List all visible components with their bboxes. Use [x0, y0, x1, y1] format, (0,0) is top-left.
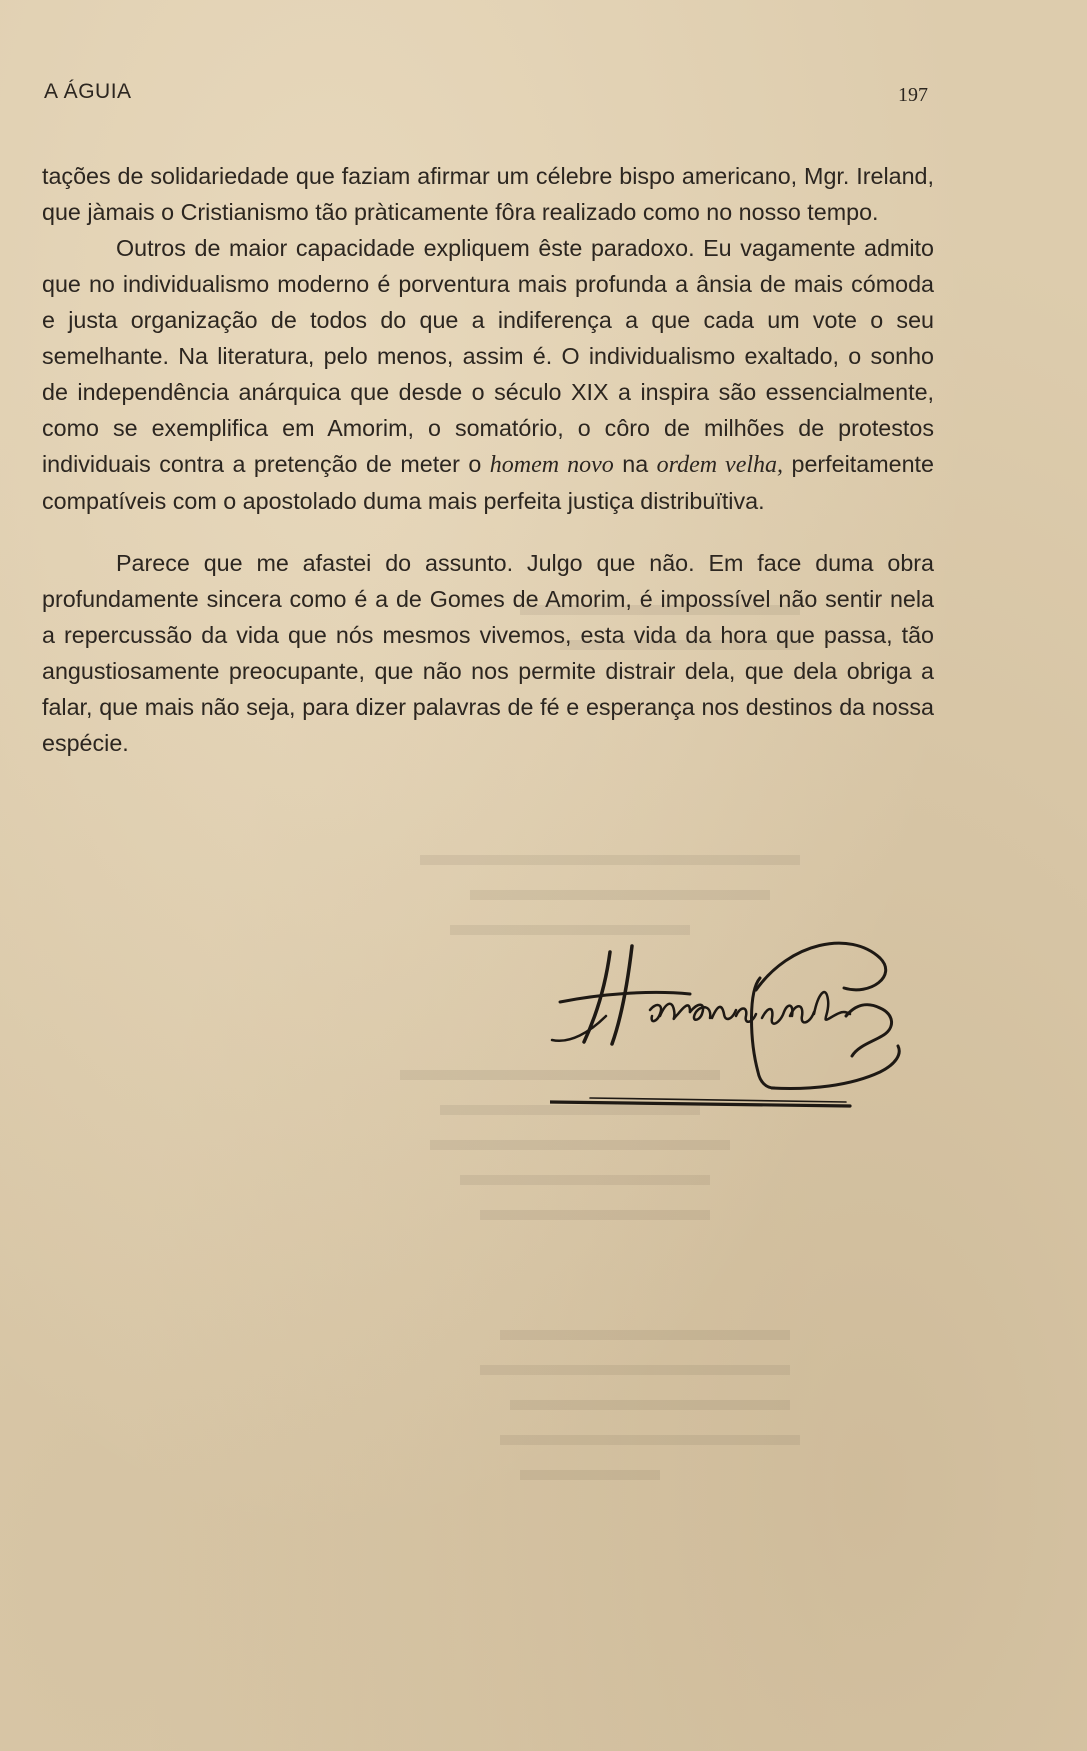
article-body — [42, 158, 934, 761]
page-number: 197 — [898, 84, 928, 106]
paragraph-2-mid: na — [622, 451, 649, 477]
paragraph-2 — [42, 230, 934, 519]
handwritten-signature-icon — [550, 932, 926, 1118]
paragraph-1: tações de solidariedade que faziam afirmar um célebre bispo americano, Mgr. Ireland, que jàmais o Cristianismo tão pràticamente fôra realizado como no nosso tempo. — [42, 163, 934, 225]
italic-homem-novo: homem novo — [489, 452, 614, 478]
running-head: A ÁGUIA — [44, 80, 132, 103]
paragraph-2-end: perfeitamente compatíveis com o apostolado duma mais perfeita justiça distribuïtiva. — [42, 451, 934, 514]
paragraph-3: Parece que me afastei do assunto. Julgo que não. Em face duma obra profundamente sincera como é a de Gomes de Amorim, é impossível não sentir nela a repercussão da vida que nós mesmos vivemos, esta vida da hora que passa, tão angustiosamente preocupante, que não nos permite distrair dela, que dela obriga a falar, que mais não seja, para dizer palavras de fé e esperança nos destinos da nossa espécie. — [42, 550, 934, 756]
italic-ordem-velha: ordem velha, — [656, 452, 784, 478]
paragraph-2-text: Outros de maior capacidade expliquem êste paradoxo. Eu vagamente admito que no individualismo moderno é porventura mais profunda a ânsia de mais cómoda e justa organização de todos do que a indiferença a que cada um vote o seu semelhante. Na literatura, pelo menos, assim é. O individualismo exaltado, o sonho de independência anárquica que desde o século XIX a inspira são essencialmente, como se exemplifica em Amorim, o somatório, o côro de milhões de protestos individuais contra a pretenção de meter o — [42, 235, 934, 477]
